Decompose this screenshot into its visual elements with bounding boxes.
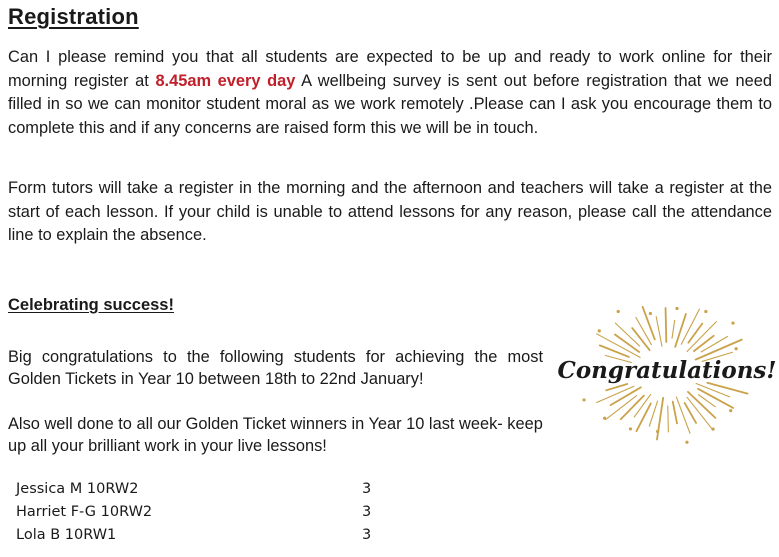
ticket-count: 3 xyxy=(362,481,372,497)
registration-paragraph-2: Form tutors will take a register in the morning and the afternoon and teachers will take a register at the start of each lesson. If your child is unable to attend lessons for any reason, please call the attendance line to explain the absence. xyxy=(8,179,772,245)
burst-dot xyxy=(603,417,606,420)
student-name: Harriet F-G 10RW2 xyxy=(16,504,153,520)
burst-dot xyxy=(656,430,659,433)
burst-ray xyxy=(615,335,639,352)
success-paragraph-1: Big congratulations to the following students for achieving the most Golden Tickets in Year 10 between 18th to 22nd January! xyxy=(8,348,543,388)
burst-ray xyxy=(606,384,627,390)
burst-ray xyxy=(636,317,652,344)
burst-dot xyxy=(598,329,601,332)
student-name: Lola B 10RW1 xyxy=(16,527,117,543)
celebrating-success-heading: Celebrating success! xyxy=(8,296,174,314)
burst-dot xyxy=(711,428,714,431)
burst-ray xyxy=(657,398,663,440)
burst-dot xyxy=(675,307,678,310)
burst-ray xyxy=(666,308,667,342)
congratulations-text: Congratulations! xyxy=(557,357,777,384)
burst-ray xyxy=(643,307,655,340)
burst-ray xyxy=(636,403,650,431)
ticket-count: 3 xyxy=(362,527,372,543)
student-list xyxy=(16,481,396,550)
burst-ray xyxy=(668,406,669,432)
burst-ray xyxy=(600,345,629,357)
registration-heading: Registration xyxy=(8,4,139,29)
burst-dot xyxy=(582,398,585,401)
student-row xyxy=(16,481,396,504)
burst-ray xyxy=(676,397,690,433)
p1-text-before: Can I please remind you that all students are expected to be up and ready to work online for their morning register at xyxy=(8,48,772,90)
burst-ray xyxy=(673,402,677,424)
burst-ray xyxy=(656,317,662,347)
success-paragraph-2: Also well done to all our Golden Ticket winners in Year 10 last week- keep up all your brilliant work in your live lessons! xyxy=(8,415,543,455)
student-row xyxy=(16,504,396,527)
p1-text-after: A wellbeing survey is sent out before registration that we need filled in so we can monitor student moral as we work remotely .Please can I ask you encourage them to complete this and if any concerns are raised form this we will be in touch. xyxy=(8,71,772,137)
burst-ray xyxy=(675,314,686,347)
congratulations-graphic xyxy=(557,298,777,446)
ticket-count: 3 xyxy=(362,504,372,520)
student-name: Jessica M 10RW2 xyxy=(16,481,139,497)
burst-dot xyxy=(629,427,632,430)
burst-ray xyxy=(672,320,675,338)
burst-dot xyxy=(704,310,707,313)
registration-paragraph-1 xyxy=(8,46,772,140)
burst-ray xyxy=(707,383,747,394)
burst-ray xyxy=(694,336,714,351)
burst-dot xyxy=(735,347,738,350)
burst-dot xyxy=(617,310,620,313)
burst-dot xyxy=(731,321,734,324)
student-row xyxy=(16,527,396,550)
burst-ray xyxy=(701,337,727,352)
registration-time-highlight: 8.45am every day xyxy=(155,71,296,90)
burst-dot xyxy=(649,312,652,315)
burst-dot xyxy=(685,441,688,444)
burst-ray xyxy=(632,328,649,350)
burst-dot xyxy=(729,409,732,412)
